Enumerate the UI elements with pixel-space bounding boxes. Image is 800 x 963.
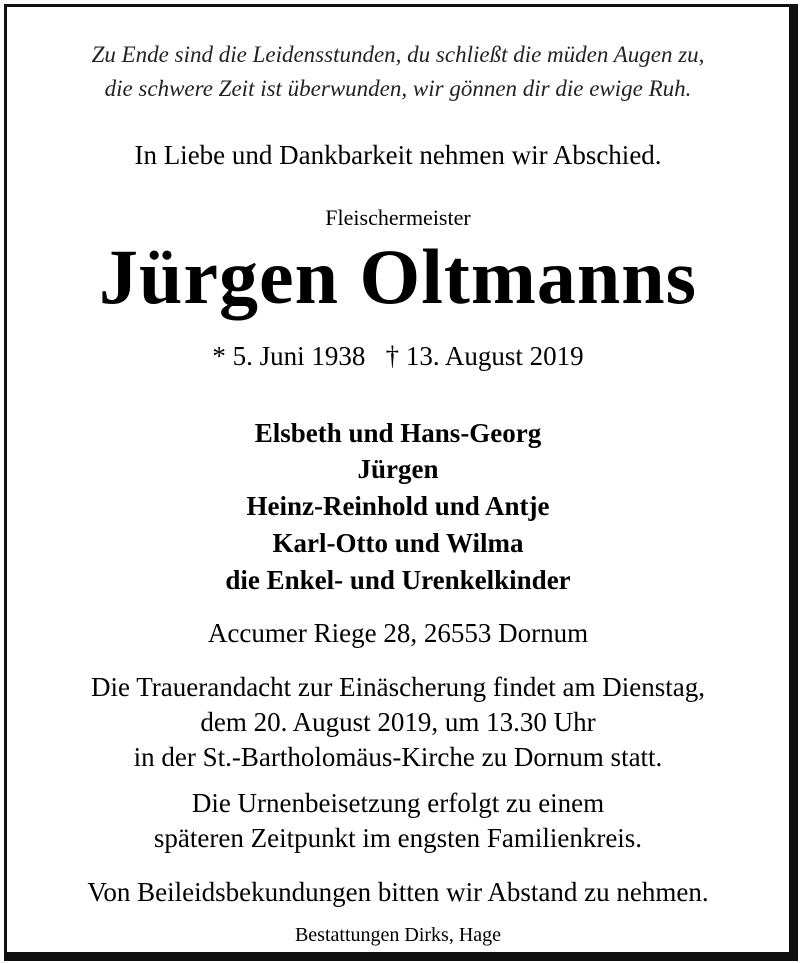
life-dates: * 5. Juni 1938 † 13. August 2019 <box>212 341 584 371</box>
service-line-3: in der St.-Bartholomäus-Kirche zu Dornum statt. <box>133 742 663 772</box>
service-line-2: dem 20. August 2019, um 13.30 Uhr <box>200 707 596 737</box>
condolences-note: Von Beileidsbekundungen bitten wir Abstand zu nehmen. <box>87 877 709 907</box>
intro-text: In Liebe und Dankbarkeit nehmen wir Abschied. <box>134 140 662 170</box>
deceased-name: Jürgen Oltmanns <box>99 233 697 320</box>
mourner-line-5: die Enkel- und Urenkelkinder <box>225 565 571 595</box>
service-line-1: Die Trauerandacht zur Einäscherung findet am Dienstag, <box>90 672 706 702</box>
motto-line-2: die schwere Zeit ist überwunden, wir gönnen dir die ewige Ruh. <box>104 76 692 101</box>
profession: Fleischermeister <box>325 205 471 230</box>
burial-line-2: späteren Zeitpunkt im engsten Familienkreis. <box>153 823 643 853</box>
obituary-notice <box>4 4 798 961</box>
motto-line-1: Zu Ende sind die Leidensstunden, du schließt die müden Augen zu, <box>91 42 705 67</box>
mourner-line-4: Karl-Otto und Wilma <box>272 528 524 558</box>
burial-line-1: Die Urnenbeisetzung erfolgt zu einem <box>191 788 605 818</box>
mourner-line-1: Elsbeth und Hans-Georg <box>254 418 542 448</box>
mourner-line-3: Heinz-Reinhold und Antje <box>246 491 550 521</box>
undertaker: Bestattungen Dirks, Hage <box>294 924 502 946</box>
mourner-line-2: Jürgen <box>357 454 439 484</box>
address: Accumer Riege 28, 26553 Dornum <box>207 618 589 648</box>
